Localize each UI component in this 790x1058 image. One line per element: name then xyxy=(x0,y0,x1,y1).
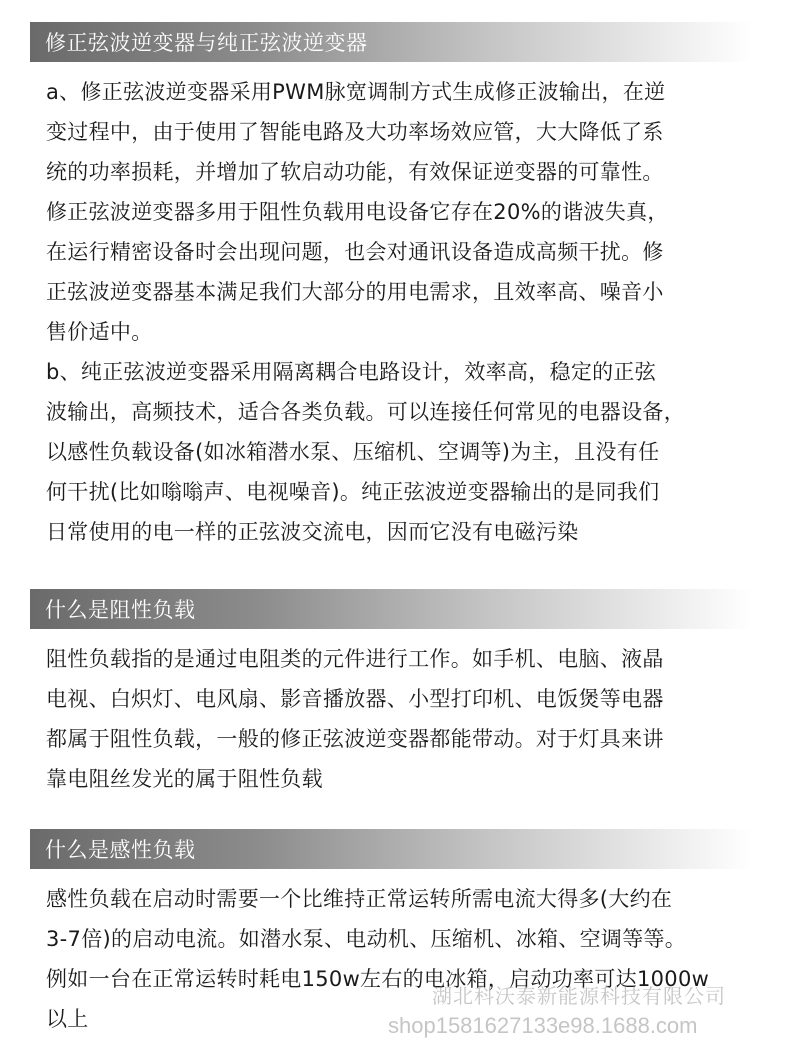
paragraph-line: a、修正弦波逆变器采用PWM脉宽调制方式生成修正波输出，在逆 xyxy=(46,80,666,104)
paragraph-line: 正弦波逆变器基本满足我们大部分的用电需求，且效率高、噪音小 xyxy=(46,280,664,304)
paragraph-line: 以感性负载设备(如冰箱潜水泵、压缩机、空调等)为主，且没有任 xyxy=(46,440,660,464)
paragraph-line: 统的功率损耗，并增加了软启动功能，有效保证逆变器的可靠性。 xyxy=(46,160,664,184)
paragraph-line: 售价适中。 xyxy=(46,320,153,344)
paragraph-line: 阻性负载指的是通过电阻类的元件进行工作。如手机、电脑、液晶 xyxy=(46,647,664,671)
section-title: 什么是阻性负载 xyxy=(45,598,196,622)
paragraph-line: 以上 xyxy=(46,1007,89,1031)
watermark-shop-url: shop1581627133e98.1688.com xyxy=(388,1013,698,1038)
paragraph-line: 何干扰(比如嗡嗡声、电视噪音)。纯正弦波逆变器输出的是同我们 xyxy=(46,480,660,504)
paragraph-line: 波输出，高频技术，适合各类负载。可以连接任何常见的电器设备， xyxy=(46,400,685,424)
section-title: 什么是感性负载 xyxy=(45,838,196,862)
section-title: 修正弦波逆变器与纯正弦波逆变器 xyxy=(45,31,368,55)
paragraph-line: 例如一台在正常运转时耗电150w左右的电冰箱，启动功率可达1000w xyxy=(46,967,710,991)
paragraph-line: 电视、白炽灯、电风扇、影音播放器、小型打印机、电饭煲等电器 xyxy=(46,687,664,711)
section-body-resistive-load xyxy=(46,639,776,799)
paragraph-line: 感性负载在启动时需要一个比维持正常运转所需电流大得多(大约在 xyxy=(46,887,673,911)
paragraph-line: 变过程中，由于使用了智能电路及大功率场效应管，大大降低了系 xyxy=(46,120,664,144)
paragraph-line: 日常使用的电一样的正弦波交流电，因而它没有电磁污染 xyxy=(46,520,579,544)
watermark-company: 湖北科沃泰新能源科技有限公司 xyxy=(432,986,726,1008)
paragraph-line: 3-7倍)的启动电流。如潜水泵、电动机、压缩机、冰箱、空调等等。 xyxy=(46,927,687,951)
section-header-inverter-comparison xyxy=(30,22,790,62)
paragraph-line: 修正弦波逆变器多用于阻性负载用电设备它存在20%的谐波失真， xyxy=(46,200,669,224)
paragraph-line: 都属于阻性负载，一般的修正弦波逆变器都能带动。对于灯具来讲 xyxy=(46,727,664,751)
section-header-resistive-load xyxy=(30,589,790,629)
paragraph-line: 在运行精密设备时会出现问题，也会对通讯设备造成高频干扰。修 xyxy=(46,240,664,264)
paragraph-line: b、纯正弦波逆变器采用隔离耦合电路设计，效率高，稳定的正弦 xyxy=(46,360,657,384)
section-body-inverter-comparison xyxy=(46,72,776,552)
paragraph-line: 靠电阻丝发光的属于阻性负载 xyxy=(46,767,323,791)
section-header-inductive-load xyxy=(30,829,790,869)
